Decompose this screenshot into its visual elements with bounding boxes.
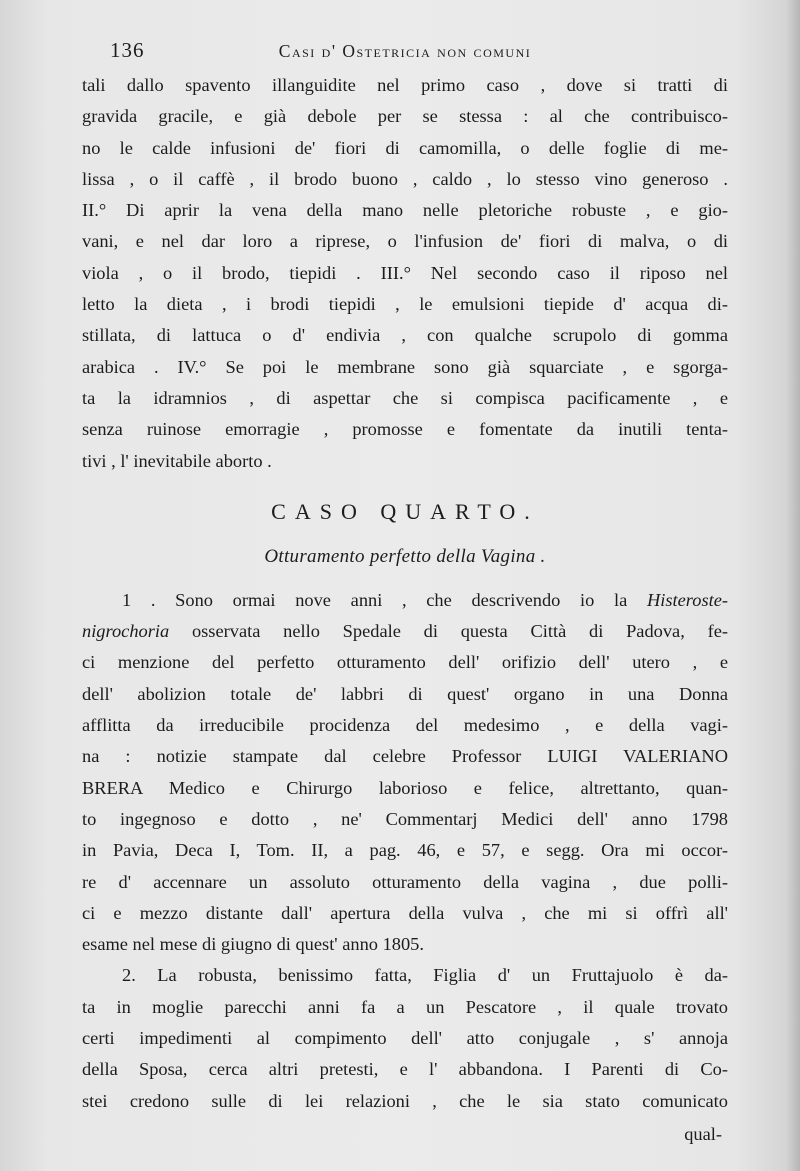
text-line: viola , o il brodo, tiepidi . III.° Nel secondo caso il riposo nel (82, 262, 728, 283)
line-text: osservata nello Spedale di questa Città di Padova, fe- (169, 621, 728, 642)
italic-term: nigrochoria (82, 621, 170, 642)
text-line: stillata, di lattuca o d' endivia , con qualche scrupolo di gomma (82, 325, 728, 346)
text-line: no le calde infusioni de' fiori di camomilla, o delle foglie di me- (82, 137, 728, 158)
text-line: dell' abolizion totale de' labbri di quest' organo in una Donna (82, 683, 728, 704)
text-line: certi impedimenti al compimento dell' atto conjugale , s' annoja (82, 1028, 728, 1049)
text-line (82, 616, 728, 647)
text-line: lissa , o il caffè , il brodo buono , caldo , lo stesso vino generoso . (82, 168, 728, 189)
text-line: 2. La robusta, benissimo fatta, Figlia d' un Fruttajuolo è da- (122, 965, 728, 986)
text-line: ci menzione del perfetto otturamento dell' orifizio dell' utero , e (82, 652, 728, 673)
text-line: letto la dieta , i brodi tiepidi , le emulsioni tiepide d' acqua di- (82, 294, 728, 315)
text-line: ta in moglie parecchi anni fa a un Pescatore , il quale trovato (82, 996, 728, 1017)
paragraph-2 (82, 585, 728, 961)
text-line: to ingegnoso e dotto , ne' Commentarj Medici dell' anno 1798 (82, 808, 728, 829)
text-line: arabica . IV.° Se poi le membrane sono già squarciate , e sgorga- (82, 356, 728, 377)
line-text: 1 . Sono ormai nove anni , che descrivendo io la (122, 589, 647, 610)
text-line: II.° Di aprir la vena della mano nelle pletoriche robuste , e gio- (82, 200, 728, 221)
catchword: qual- (684, 1123, 722, 1144)
text-line: stei credono sulle di lei relazioni , che le sia stato comunicato (82, 1090, 728, 1111)
text-line (82, 585, 728, 616)
running-title: Casi d' Ostetricia non comuni (278, 41, 532, 61)
section-subtitle: Otturamento perfetto della Vagina . (264, 545, 546, 567)
text-line: ci e mezzo distante dall' apertura della vulva , che mi si offrì all' (82, 902, 728, 923)
text-line: gravida gracile, e già debole per se stessa : al che contribuisco- (82, 106, 728, 127)
text-line: senza ruinose emorragie , promosse e fomentate da inutili tenta- (82, 419, 728, 440)
paragraph-1 (82, 70, 728, 477)
text-line: tali dallo spavento illanguidite nel primo caso , dove si tratti di (82, 75, 728, 95)
page-edge-shadow (786, 0, 800, 1171)
running-head (82, 36, 728, 70)
paragraph-3 (82, 960, 728, 1116)
text-line: na : notizie stampate dal celebre Professor LUIGI VALERIANO (82, 746, 728, 767)
text-line: in Pavia, Deca I, Tom. II, a pag. 46, e 57, e segg. Ora mi occor- (82, 840, 728, 861)
text-line: re d' accennare un assoluto otturamento della vagina , due polli- (82, 871, 728, 892)
text-line: ta la idramnios , di aspettar che si compisca pacificamente , e (82, 387, 728, 408)
page-number: 136 (110, 38, 145, 62)
text-line: tivi , l' inevitabile aborto . (82, 450, 272, 471)
text-line: BRERA Medico e Chirurgo laborioso e felice, altrettanto, quan- (82, 777, 728, 798)
text-block (82, 36, 728, 1151)
italic-term: Histeroste- (646, 589, 728, 610)
text-line: afflitta da irreducibile procidenza del medesimo , e della vagi- (82, 715, 728, 736)
text-line: della Sposa, cerca altri pretesti, e l' abbandona. I Parenti di Co- (82, 1059, 728, 1080)
text-line: vani, e nel dar loro a riprese, o l'infusion de' fiori di malva, o di (82, 231, 728, 252)
section-heading: CASO QUARTO. (271, 498, 539, 524)
text-line: esame nel mese di giugno di quest' anno 1805. (82, 934, 424, 955)
